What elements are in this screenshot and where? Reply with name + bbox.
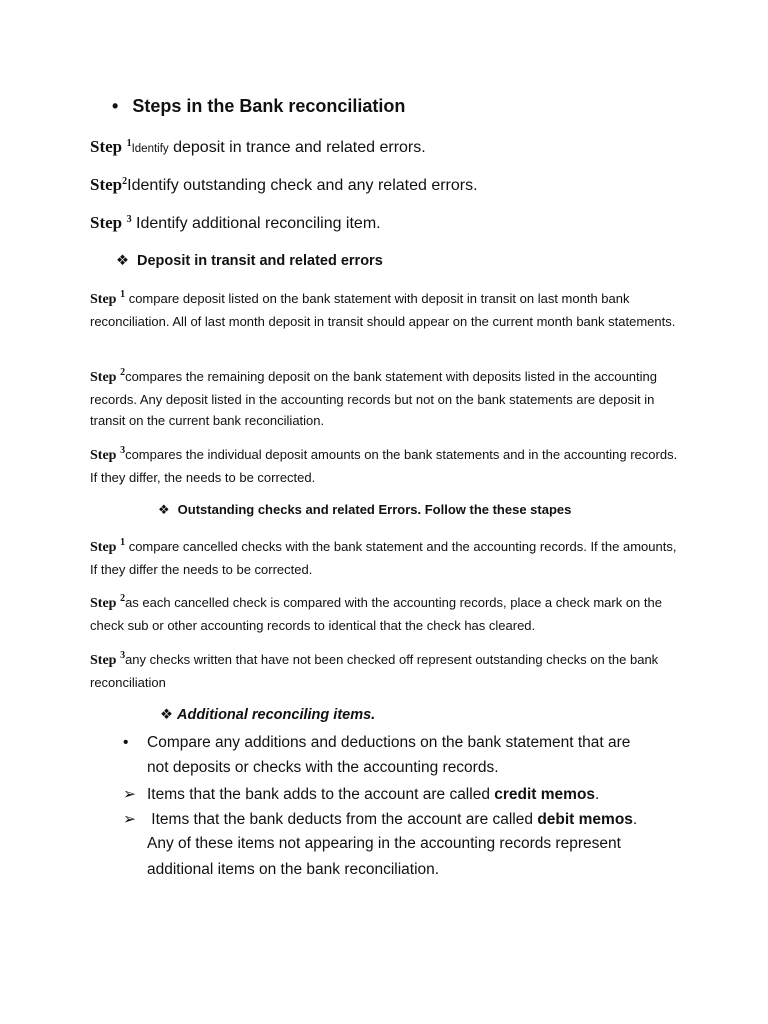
main-heading-text: Steps in the Bank reconciliation [132, 96, 406, 116]
top-step-2: Step$^2$Identify outstanding check and any related errors. [90, 175, 478, 194]
list-item-debit-memos-line3: additional items on the bank reconciliation. [147, 861, 440, 878]
list-item-compare: • Compare any additions and deductions on the bank statement that are [123, 734, 631, 751]
bullet-mark: • [112, 96, 119, 116]
checks-step-1: Step $^1$ compare cancelled checks with the bank statement and the accounting records. If the amounts, If they differ the needs to be corrected. [90, 537, 677, 577]
arrow-bullet-icon: ➢ [123, 811, 136, 828]
top-step-3: Step $^3$ Identify additional reconciling item. [90, 213, 381, 232]
credit-memos-term: credit memos [494, 786, 596, 803]
checks-step-2: Step $^2$as each cancelled check is compared with the accounting records, place a check mark on the check sub or other accounting records to identical that the check has cleared. [90, 593, 662, 633]
deposit-step-2: Step $^2$compares the remaining deposit on the bank statement with deposits listed in the accounting records. Any deposit listed in the accounting records but not on the bank statements are deposit in transit on the current bank reconciliation. [90, 367, 657, 428]
list-item-debit-memos: ➢ Items that the bank deducts from the account are called debit memos. [123, 811, 638, 828]
top-step-1: Step $^1$Identify deposit in trance and related errors. [90, 137, 426, 156]
diamond-bullet-icon: ❖ [160, 707, 173, 723]
diamond-bullet-icon: ❖ [158, 502, 170, 517]
main-heading [112, 96, 405, 117]
debit-memos-term: debit memos [537, 811, 633, 828]
diamond-bullet-icon: ❖ [116, 253, 129, 269]
list-item-credit-memos: ➢ Items that the bank adds to the account are called credit memos. [123, 786, 600, 803]
list-item-compare-line2: not deposits or checks with the accounting records. [147, 759, 499, 776]
bullet-mark: • [123, 734, 129, 751]
deposit-step-1: Step $^1$ compare deposit listed on the bank statement with deposit in transit on last month bank reconciliation. All of last month deposit in transit should appear on the current month bank statements. [90, 289, 676, 329]
section-heading-outstanding-checks: ❖ Outstanding checks and related Errors. Follow the these stapes [158, 502, 572, 517]
arrow-bullet-icon: ➢ [123, 786, 136, 803]
list-item-debit-memos-line2: Any of these items not appearing in the accounting records represent [147, 835, 621, 852]
section-heading-deposit-in-transit: ❖ Deposit in transit and related errors [116, 253, 383, 269]
checks-step-3: Step $^3$any checks written that have not been checked off represent outstanding checks on the bank reconciliation [90, 650, 659, 690]
deposit-step-3: Step $^3$compares the individual deposit amounts on the bank statements and in the accounting records. If they differ, the needs to be corrected. [90, 445, 678, 485]
section-heading-additional-items: ❖ Additional reconciling items. [160, 707, 376, 723]
